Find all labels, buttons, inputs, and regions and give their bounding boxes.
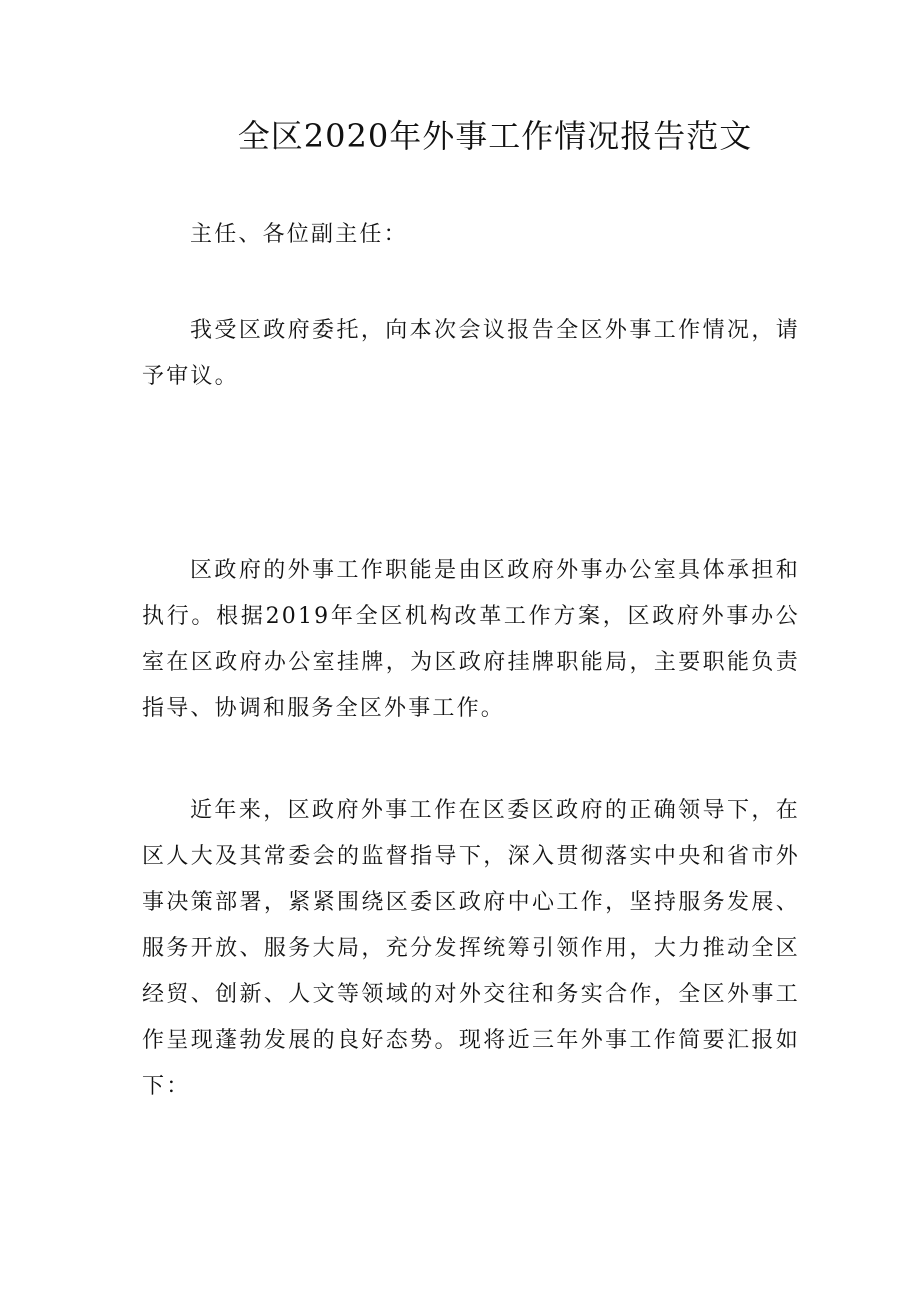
document-title: 全区2020年外事工作情况报告范文: [237, 117, 753, 155]
paragraph-functions: 区政府的外事工作职能是由区政府外事办公室具体承担和执行。根据2019年全区机构改革工作方案，区政府外事办公室在区政府办公室挂牌，为区政府挂牌职能局，主要职能负责指导、协调和服务全区外事工作。: [142, 558, 800, 721]
salutation: 主任、各位副主任：: [190, 222, 408, 247]
paragraph-intro: 我受区政府委托，向本次会议报告全区外事工作情况，请予审议。: [142, 318, 800, 389]
paragraph-overview: 近年来，区政府外事工作在区委区政府的正确领导下，在区人大及其常委会的监督指导下，深入贯彻落实中央和省市外事决策部署，紧紧围绕区委区政府中心工作，坚持服务发展、服务开放、服务大局，充分发挥统筹引领作用，大力推动全区经贸、创新、人文等领域的对外交往和务实合作，全区外事工作呈现蓬勃发展的良好态势。现将近三年外事工作简要汇报如下：: [142, 798, 800, 1099]
